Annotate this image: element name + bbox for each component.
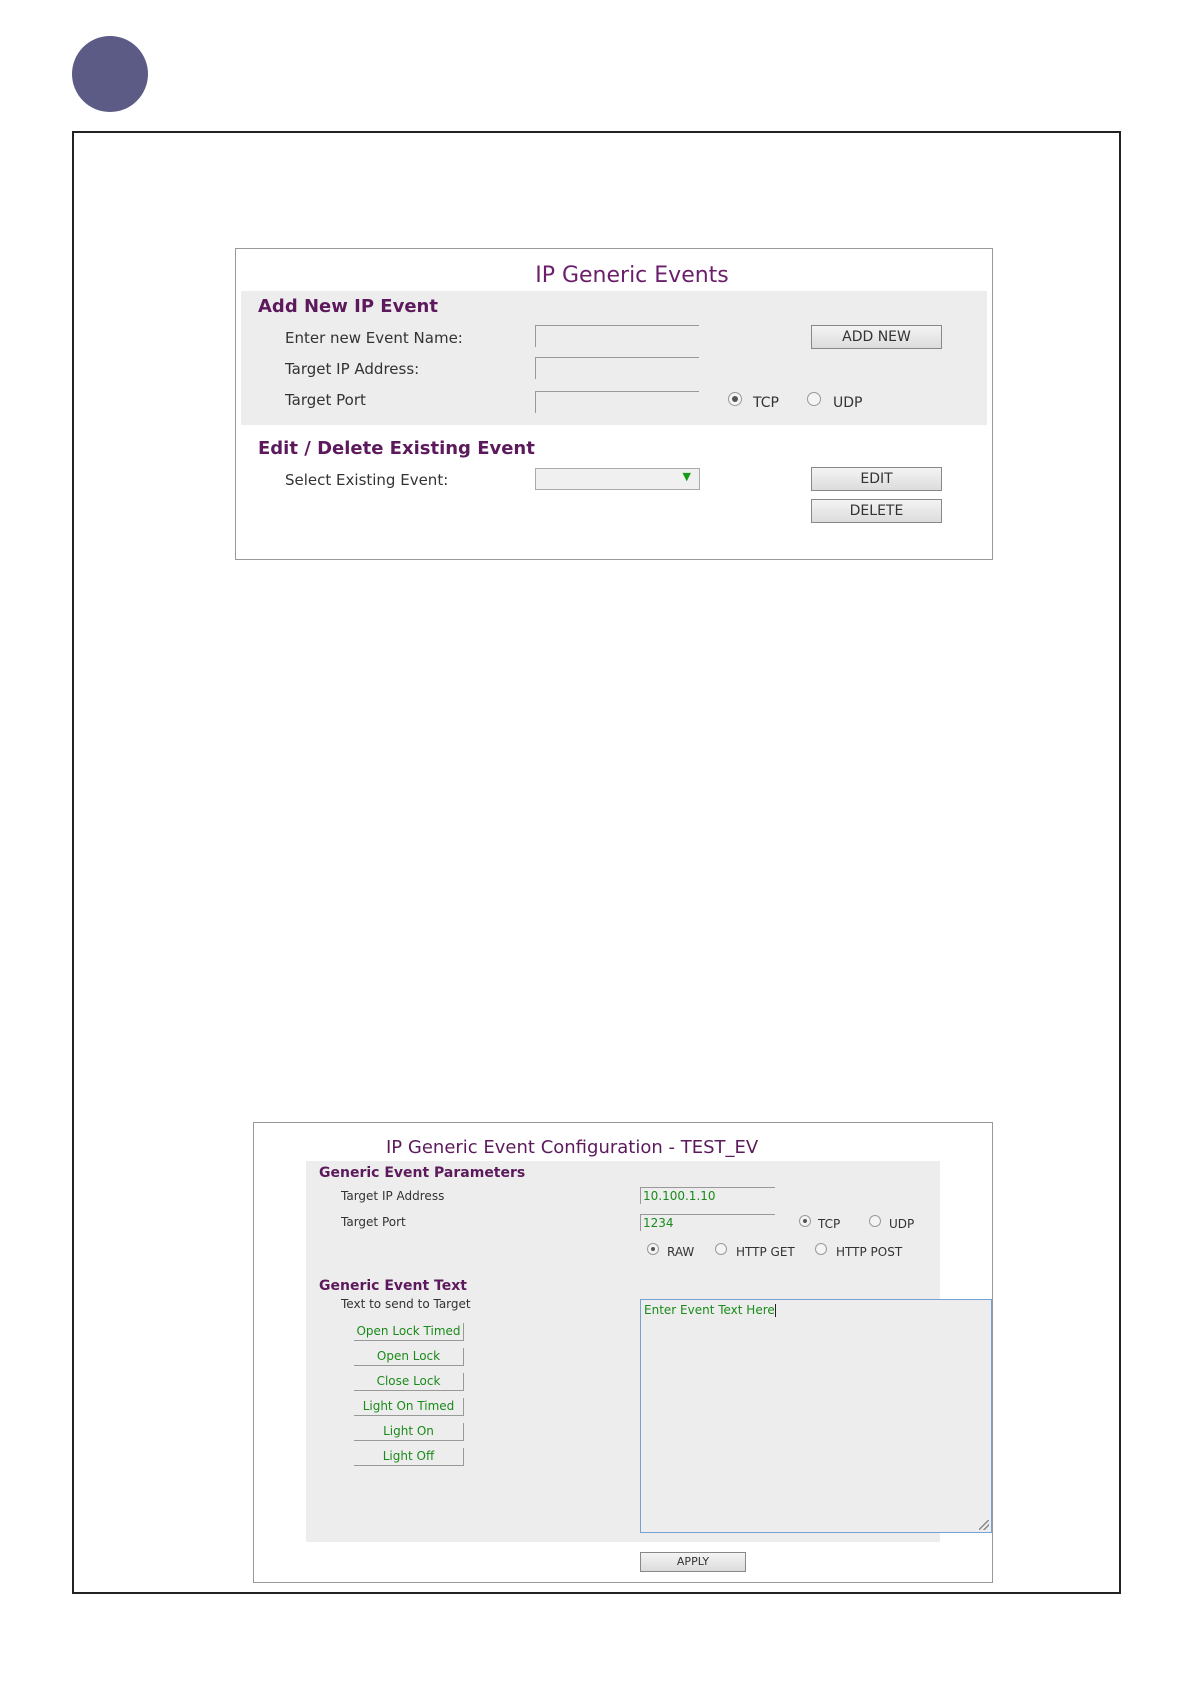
config-tcp-label: TCP [818,1217,841,1231]
config-port-label: Target Port [341,1215,406,1229]
http-post-radio[interactable] [815,1243,827,1255]
config-ip-label: Target IP Address [341,1189,445,1203]
config-udp-label: UDP [889,1217,915,1231]
http-post-label: HTTP POST [836,1245,903,1259]
event-text-value: Enter Event Text Here [644,1303,775,1317]
tcp-radio[interactable] [728,392,742,406]
text-heading: Generic Event Text [319,1278,467,1294]
event-name-field[interactable] [535,325,699,347]
resize-handle-icon[interactable] [979,1520,989,1530]
close-lock-button[interactable]: Close Lock [354,1373,464,1391]
params-heading: Generic Event Parameters [319,1165,526,1181]
raw-radio[interactable] [647,1243,659,1255]
light-on-button[interactable]: Light On [354,1423,464,1441]
open-lock-timed-button[interactable]: Open Lock Timed [354,1323,464,1341]
apply-button[interactable]: APPLY [640,1552,746,1572]
http-get-radio[interactable] [715,1243,727,1255]
event-configuration-panel [253,1122,993,1583]
target-port-field[interactable] [535,391,699,413]
text-cursor [775,1304,776,1317]
delete-button[interactable]: DELETE [811,499,942,523]
edit-button[interactable]: EDIT [811,467,942,491]
target-ip-field[interactable] [535,357,699,379]
config-port-field[interactable]: 1234 [640,1214,775,1231]
target-port-label: Target Port [285,391,366,409]
target-ip-label: Target IP Address: [285,360,420,378]
existing-event-select[interactable] [535,468,700,490]
dropdown-arrow-icon: ▼ [682,470,691,483]
udp-radio-label: UDP [833,395,863,411]
ip-generic-events-panel [235,248,993,560]
tcp-radio-label: TCP [753,395,779,411]
panel-title: IP Generic Events [535,263,729,288]
open-lock-button[interactable]: Open Lock [354,1348,464,1366]
light-on-timed-button[interactable]: Light On Timed [354,1398,464,1416]
light-off-button[interactable]: Light Off [354,1448,464,1466]
event-name-label: Enter new Event Name: [285,329,463,347]
edit-section-heading: Edit / Delete Existing Event [258,438,535,459]
config-tcp-radio[interactable] [799,1215,811,1227]
http-get-label: HTTP GET [736,1245,795,1259]
config-ip-field[interactable]: 10.100.1.10 [640,1187,775,1204]
event-text-area[interactable] [640,1299,992,1533]
raw-label: RAW [667,1245,695,1259]
add-section-heading: Add New IP Event [258,296,438,317]
section-bullet-circle [72,36,148,112]
config-title: IP Generic Event Configuration - TEST_EV [386,1137,759,1158]
config-udp-radio[interactable] [869,1215,881,1227]
add-new-button[interactable]: ADD NEW [811,325,942,349]
text-to-send-label: Text to send to Target [341,1297,471,1311]
udp-radio[interactable] [807,392,821,406]
select-event-label: Select Existing Event: [285,471,449,489]
